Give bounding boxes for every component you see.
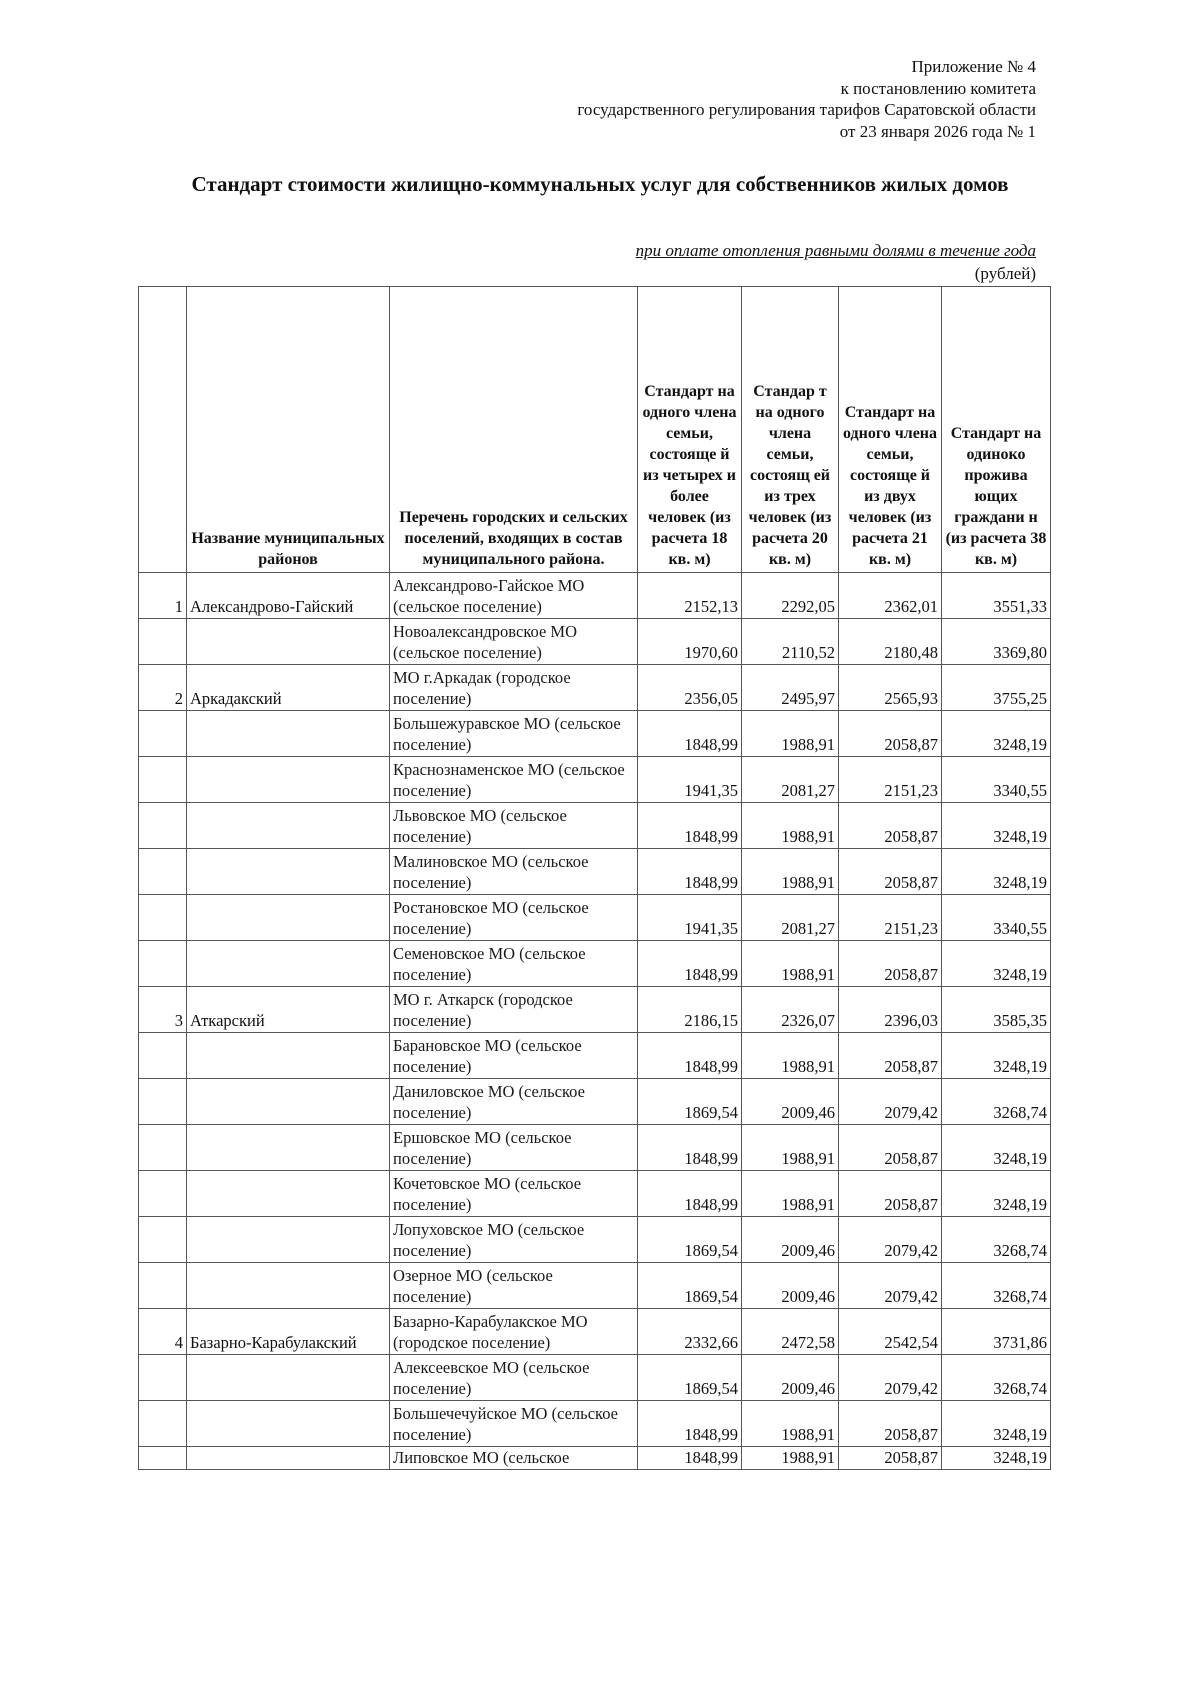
district-name: [187, 1125, 390, 1171]
row-number: [139, 757, 187, 803]
value-family-2: 2396,03: [839, 987, 942, 1033]
value-family-3: 2009,46: [742, 1217, 839, 1263]
settlement-name: Кочетовское МО (сельское поселение): [390, 1171, 638, 1217]
value-single: 3248,19: [942, 1125, 1051, 1171]
value-family-3: 1988,91: [742, 1033, 839, 1079]
value-family-2: 2058,87: [839, 941, 942, 987]
value-family-4: 1848,99: [638, 1401, 742, 1447]
row-number: [139, 1033, 187, 1079]
settlement-name: Большежуравское МО (сельское поселение): [390, 711, 638, 757]
value-family-3: 2326,07: [742, 987, 839, 1033]
row-number: 2: [139, 665, 187, 711]
settlement-name: Лопуховское МО (сельское поселение): [390, 1217, 638, 1263]
district-name: Аркадакский: [187, 665, 390, 711]
district-name: [187, 1447, 390, 1470]
value-single: 3340,55: [942, 895, 1051, 941]
value-family-4: 2332,66: [638, 1309, 742, 1355]
value-family-2: 2058,87: [839, 711, 942, 757]
row-number: [139, 941, 187, 987]
table-row: [139, 803, 1051, 849]
value-family-4: 1970,60: [638, 619, 742, 665]
value-family-4: 1869,54: [638, 1079, 742, 1125]
table-row: [139, 1033, 1051, 1079]
column-header-family-2: Стандарт на одного члена семьи, состояще й из двух человек (из расчета 21 кв. м): [839, 287, 942, 573]
value-single: 3268,74: [942, 1079, 1051, 1125]
district-name: Аткарский: [187, 987, 390, 1033]
value-family-4: 1848,99: [638, 1033, 742, 1079]
table-row: [139, 573, 1051, 619]
value-family-3: 2292,05: [742, 573, 839, 619]
value-family-2: 2151,23: [839, 895, 942, 941]
district-name: [187, 803, 390, 849]
value-single: 3248,19: [942, 1171, 1051, 1217]
district-name: [187, 1079, 390, 1125]
column-header-single: Стандарт на одиноко прожива ющих граждани н (из расчета 38 кв. м): [942, 287, 1051, 573]
settlement-name: Алексеевское МО (сельское поселение): [390, 1355, 638, 1401]
appendix-block: [577, 56, 1036, 142]
settlement-name: Малиновское МО (сельское поселение): [390, 849, 638, 895]
row-number: [139, 1217, 187, 1263]
value-single: 3248,19: [942, 711, 1051, 757]
value-family-4: 2186,15: [638, 987, 742, 1033]
value-family-2: 2058,87: [839, 1033, 942, 1079]
table-row: [139, 1401, 1051, 1447]
table-row: [139, 987, 1051, 1033]
row-number: 3: [139, 987, 187, 1033]
settlement-name: Львовское МО (сельское поселение): [390, 803, 638, 849]
column-header-family-4: Стандарт на одного члена семьи, состояще й из четырех и более человек (из расчета 18 кв. м): [638, 287, 742, 573]
settlement-name: МО г. Аткарск (городское поселение): [390, 987, 638, 1033]
value-family-2: 2058,87: [839, 1447, 942, 1470]
value-single: 3248,19: [942, 803, 1051, 849]
district-name: [187, 849, 390, 895]
value-family-4: 1848,99: [638, 849, 742, 895]
table-row: [139, 849, 1051, 895]
district-name: [187, 1263, 390, 1309]
district-name: [187, 895, 390, 941]
table-row: [139, 619, 1051, 665]
row-number: [139, 711, 187, 757]
district-name: [187, 1217, 390, 1263]
district-name: Александрово-Гайский: [187, 573, 390, 619]
value-single: 3369,80: [942, 619, 1051, 665]
value-family-3: 1988,91: [742, 941, 839, 987]
table-row: [139, 895, 1051, 941]
value-family-3: 1988,91: [742, 1401, 839, 1447]
value-family-4: 1869,54: [638, 1217, 742, 1263]
table-row: [139, 711, 1051, 757]
document-title: Стандарт стоимости жилищно-коммунальных услуг для собственников жилых домов: [191, 172, 1009, 196]
value-family-2: 2362,01: [839, 573, 942, 619]
value-family-3: 2081,27: [742, 757, 839, 803]
row-number: [139, 1171, 187, 1217]
settlement-name: Новоалександровское МО (сельское поселение): [390, 619, 638, 665]
value-family-3: 1988,91: [742, 711, 839, 757]
value-family-2: 2058,87: [839, 849, 942, 895]
value-single: 3551,33: [942, 573, 1051, 619]
value-family-4: 1848,99: [638, 1447, 742, 1470]
settlement-name: МО г.Аркадак (городское поселение): [390, 665, 638, 711]
value-family-4: 1941,35: [638, 757, 742, 803]
settlement-name: Краснознаменское МО (сельское поселение): [390, 757, 638, 803]
district-name: [187, 711, 390, 757]
value-family-3: 1988,91: [742, 1125, 839, 1171]
value-family-4: 1848,99: [638, 1171, 742, 1217]
value-family-4: 1848,99: [638, 803, 742, 849]
value-family-3: 2081,27: [742, 895, 839, 941]
value-family-4: 1869,54: [638, 1355, 742, 1401]
row-number: [139, 1079, 187, 1125]
value-single: 3248,19: [942, 941, 1051, 987]
value-family-3: 1988,91: [742, 1447, 839, 1470]
row-number: [139, 619, 187, 665]
value-family-3: 1988,91: [742, 1171, 839, 1217]
table-row: [139, 1309, 1051, 1355]
table-row: [139, 1125, 1051, 1171]
settlement-name: Семеновское МО (сельское поселение): [390, 941, 638, 987]
value-family-3: 2495,97: [742, 665, 839, 711]
row-number: [139, 803, 187, 849]
standards-table: [138, 286, 1051, 1470]
value-family-4: 1941,35: [638, 895, 742, 941]
row-number: 1: [139, 573, 187, 619]
value-family-2: 2565,93: [839, 665, 942, 711]
value-single: 3248,19: [942, 849, 1051, 895]
district-name: Базарно-Карабулакский: [187, 1309, 390, 1355]
value-family-2: 2058,87: [839, 1401, 942, 1447]
column-header-district: Название муниципальных районов: [187, 287, 390, 573]
value-family-3: 2009,46: [742, 1355, 839, 1401]
table-row: [139, 1355, 1051, 1401]
value-family-4: 2356,05: [638, 665, 742, 711]
table-row: [139, 1447, 1051, 1470]
value-family-4: 1848,99: [638, 711, 742, 757]
value-family-2: 2058,87: [839, 803, 942, 849]
row-number: [139, 895, 187, 941]
value-family-2: 2542,54: [839, 1309, 942, 1355]
value-family-2: 2079,42: [839, 1263, 942, 1309]
value-family-4: 2152,13: [638, 573, 742, 619]
settlement-name: Барановское МО (сельское поселение): [390, 1033, 638, 1079]
value-family-3: 2472,58: [742, 1309, 839, 1355]
settlement-name: Ершовское МО (сельское поселение): [390, 1125, 638, 1171]
table-row: [139, 1079, 1051, 1125]
appendix-line: от 23 января 2026 года № 1: [839, 121, 1036, 141]
value-single: 3248,19: [942, 1447, 1051, 1470]
table-row: [139, 665, 1051, 711]
column-header-index: [139, 287, 187, 573]
row-number: [139, 1125, 187, 1171]
value-single: 3248,19: [942, 1033, 1051, 1079]
appendix-line: Приложение № 4: [911, 57, 1036, 76]
row-number: [139, 1401, 187, 1447]
value-family-2: 2079,42: [839, 1355, 942, 1401]
district-name: [187, 1033, 390, 1079]
row-number: [139, 1447, 187, 1470]
row-number: [139, 849, 187, 895]
value-family-3: 2009,46: [742, 1263, 839, 1309]
table-header-row: [139, 287, 1051, 573]
value-single: 3731,86: [942, 1309, 1051, 1355]
value-single: 3755,25: [942, 665, 1051, 711]
value-family-2: 2151,23: [839, 757, 942, 803]
settlement-name: Даниловское МО (сельское поселение): [390, 1079, 638, 1125]
value-family-2: 2079,42: [839, 1217, 942, 1263]
value-single: 3268,74: [942, 1355, 1051, 1401]
value-family-4: 1848,99: [638, 1125, 742, 1171]
value-single: 3268,74: [942, 1263, 1051, 1309]
table-body: [139, 573, 1051, 1470]
table-row: [139, 757, 1051, 803]
value-single: 3585,35: [942, 987, 1051, 1033]
value-family-3: 1988,91: [742, 803, 839, 849]
value-family-2: 2079,42: [839, 1079, 942, 1125]
district-name: [187, 1355, 390, 1401]
district-name: [187, 1171, 390, 1217]
district-name: [187, 941, 390, 987]
value-single: 3340,55: [942, 757, 1051, 803]
table-row: [139, 1171, 1051, 1217]
value-family-3: 2009,46: [742, 1079, 839, 1125]
column-header-settlements: Перечень городских и сельских поселений, входящих в состав муниципального района.: [390, 287, 638, 573]
value-family-3: 2110,52: [742, 619, 839, 665]
value-family-2: 2180,48: [839, 619, 942, 665]
table-row: [139, 1217, 1051, 1263]
value-single: 3268,74: [942, 1217, 1051, 1263]
units-label: (рублей): [974, 264, 1036, 283]
settlement-name: Липовское МО (сельское: [390, 1447, 638, 1470]
district-name: [187, 619, 390, 665]
settlement-name: Озерное МО (сельское поселение): [390, 1263, 638, 1309]
value-family-3: 1988,91: [742, 849, 839, 895]
row-number: [139, 1263, 187, 1309]
value-single: 3248,19: [942, 1401, 1051, 1447]
settlement-name: Базарно-Карабулакское МО (городское поселение): [390, 1309, 638, 1355]
settlement-name: Ростановское МО (сельское поселение): [390, 895, 638, 941]
district-name: [187, 1401, 390, 1447]
payment-note: при оплате отопления равными долями в течение года: [635, 241, 1036, 260]
row-number: [139, 1355, 187, 1401]
table-row: [139, 941, 1051, 987]
row-number: 4: [139, 1309, 187, 1355]
value-family-4: 1869,54: [638, 1263, 742, 1309]
table-row: [139, 1263, 1051, 1309]
value-family-4: 1848,99: [638, 941, 742, 987]
district-name: [187, 757, 390, 803]
settlement-name: Большечечуйское МО (сельское поселение): [390, 1401, 638, 1447]
value-family-2: 2058,87: [839, 1125, 942, 1171]
appendix-line: к постановлению комитета: [840, 78, 1036, 98]
settlement-name: Александрово-Гайское МО (сельское поселение): [390, 573, 638, 619]
value-family-2: 2058,87: [839, 1171, 942, 1217]
column-header-family-3: Стандар т на одного члена семьи, состоящ ей из трех человек (из расчета 20 кв. м): [742, 287, 839, 573]
appendix-line: государственного регулирования тарифов Саратовской области: [577, 100, 1036, 119]
